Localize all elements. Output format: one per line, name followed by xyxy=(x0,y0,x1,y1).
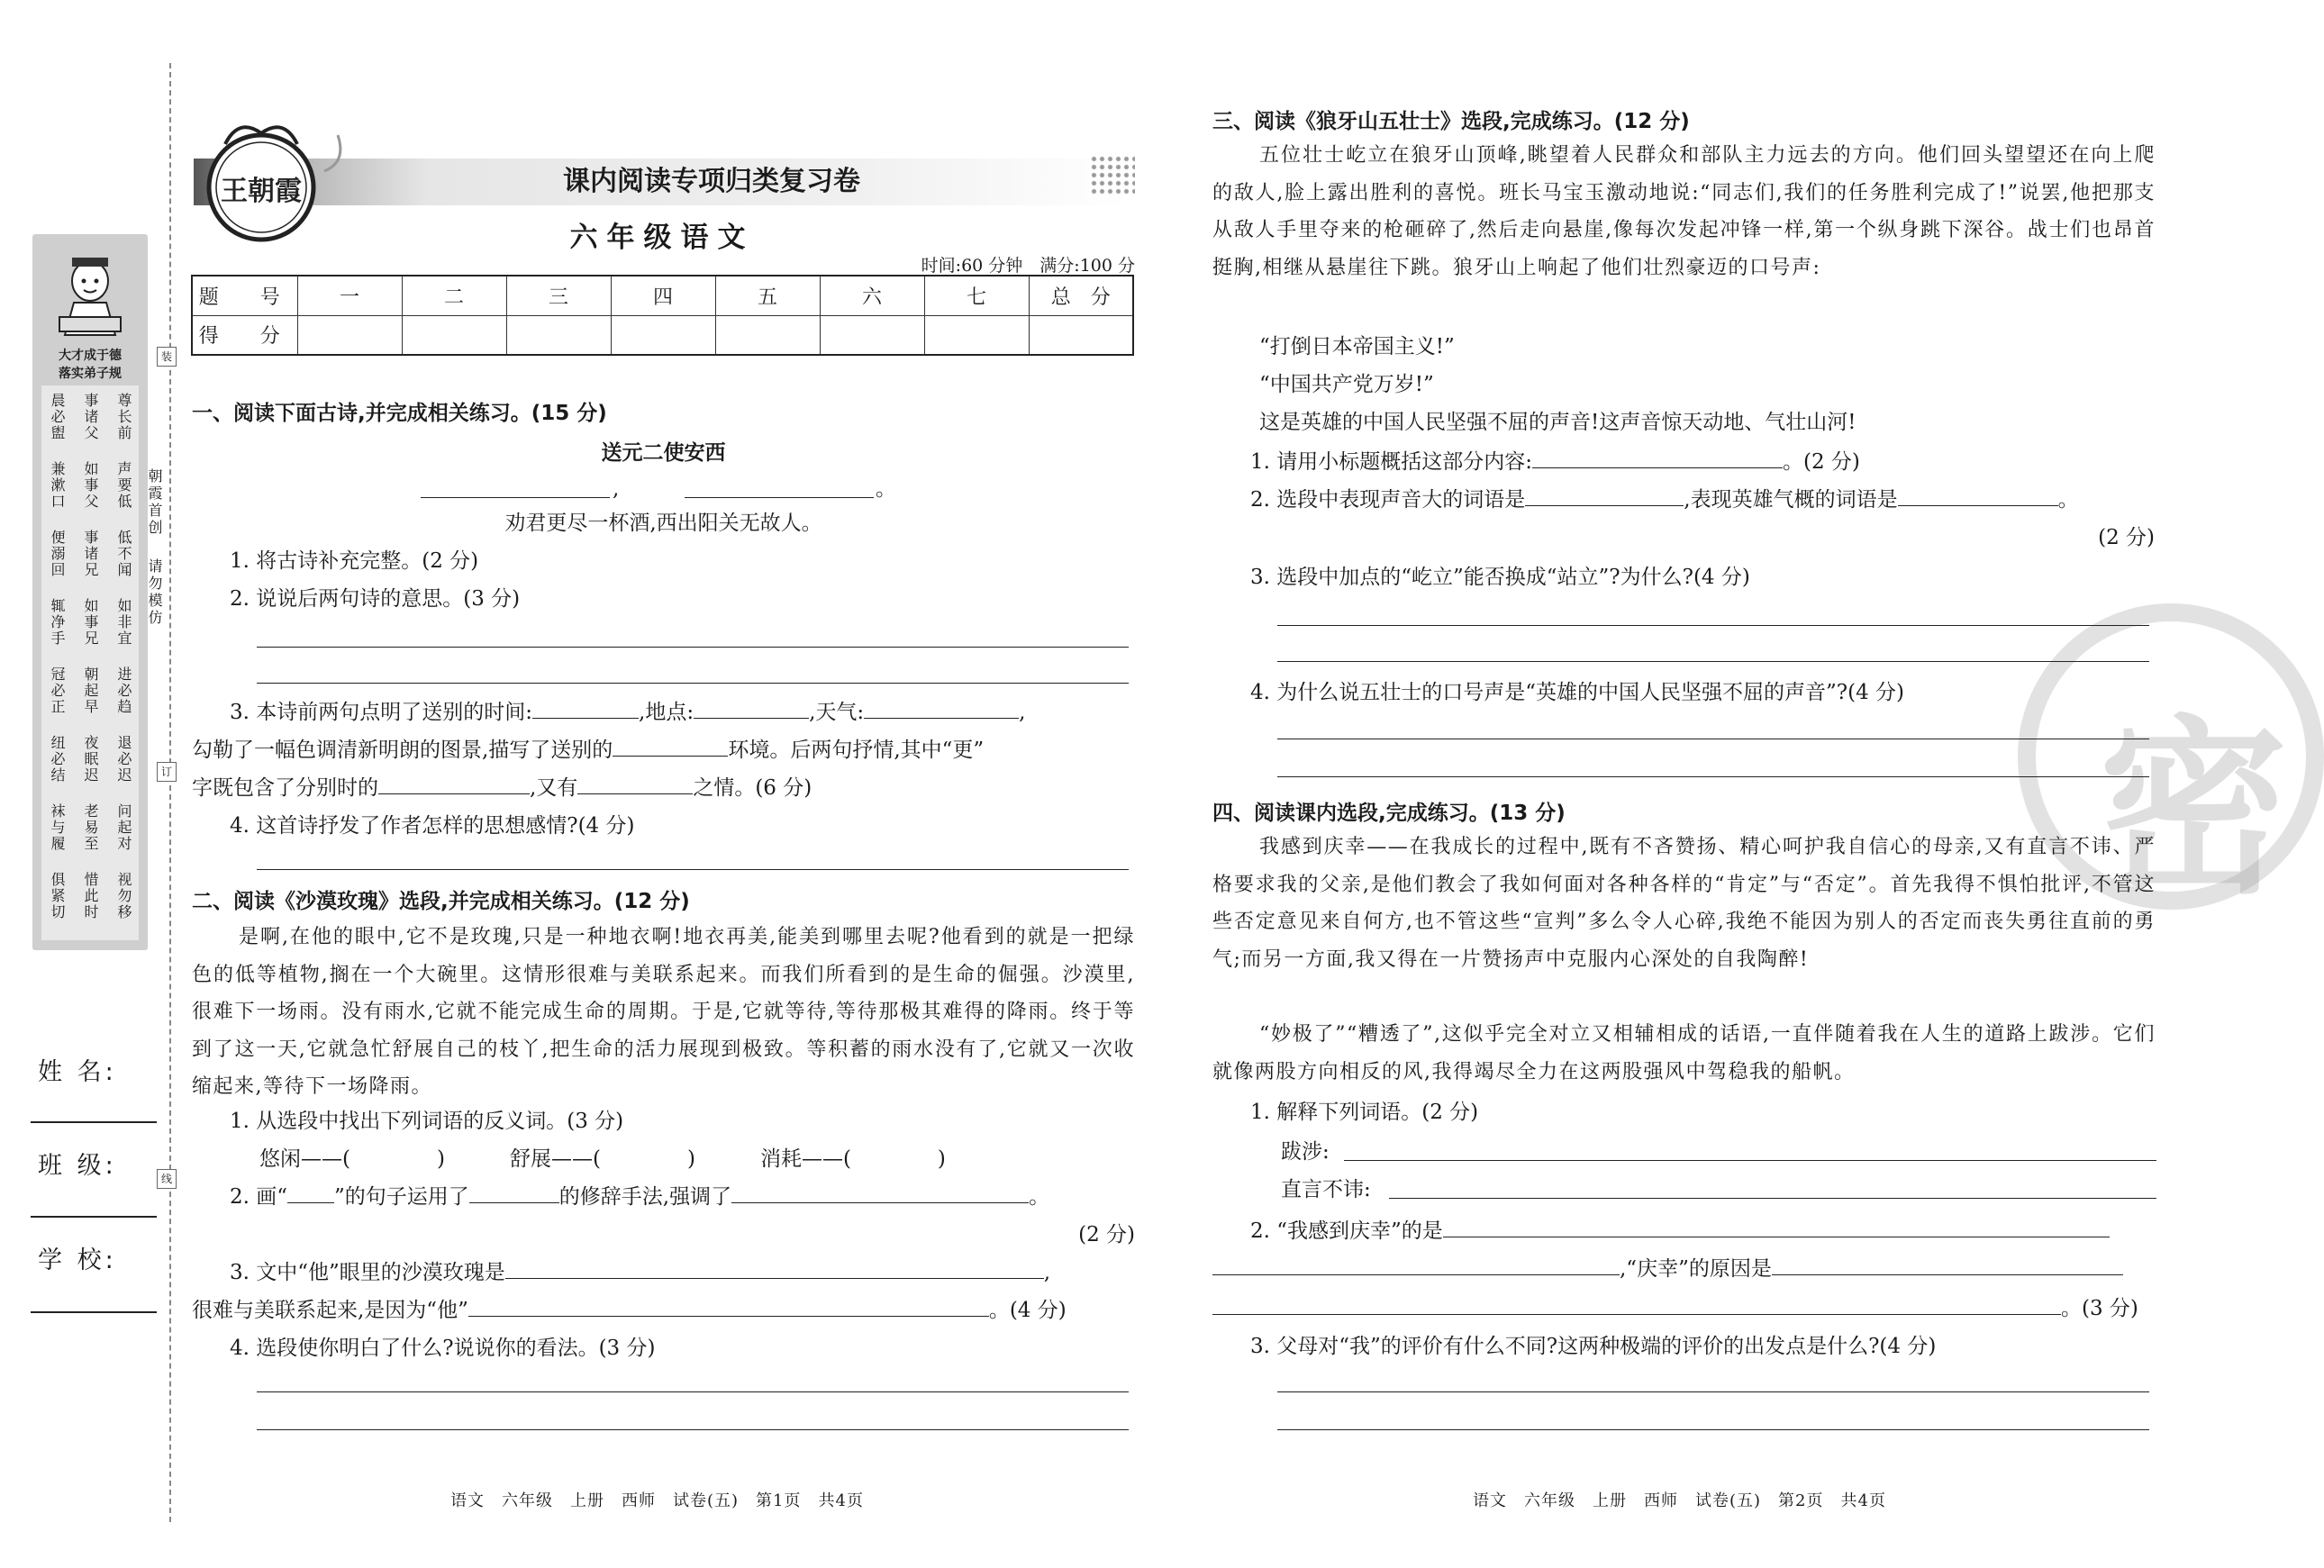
s2-question-3-line-2 xyxy=(192,1292,1138,1329)
score-entry[interactable] xyxy=(506,315,611,355)
rule-text: 冠必正 xyxy=(49,666,66,715)
s4-question-2-line-2 xyxy=(1212,1250,2158,1288)
question-text: 3. 本诗前两句点明了送别的时间: xyxy=(230,701,533,724)
antonym-word: 消耗——( xyxy=(759,1147,851,1171)
rule-text: 惜此时 xyxy=(82,872,99,920)
blank-underline-mark xyxy=(287,1182,334,1203)
school-field-line[interactable] xyxy=(31,1311,157,1313)
blank-fortunate-what-cont[interactable] xyxy=(1212,1254,1620,1275)
motto-line-2: 落实弟子规 xyxy=(59,367,122,381)
blank-fortunate-why-cont[interactable] xyxy=(1212,1293,2061,1315)
rule-text: 兼漱口 xyxy=(49,461,66,510)
rule-text: 视勿移 xyxy=(115,872,132,920)
question-text: 。 xyxy=(2057,488,2079,512)
praise-passage-2: “妙极了”“糟透了”,这似乎完全对立又相辅相成的话语,一直伴随着我在人生的道路上跋涉。它们就像两股方向相反的风,我得竭尽全力在这两股强风中驾稳我的船帆。 xyxy=(1212,1023,2156,1083)
poem-blank-separator: , xyxy=(613,477,620,501)
s1-question-2: 2. 说说后两句诗的意思。(3 分) xyxy=(230,587,521,611)
answer-line[interactable] xyxy=(1277,661,2149,662)
rule-text: 便溺回 xyxy=(49,530,66,578)
question-text: 2. 画“ xyxy=(230,1185,288,1209)
question-text: ,天气: xyxy=(809,701,865,724)
vertical-note-origin: 朝霞首创 xyxy=(146,468,163,537)
blank-desert-rose[interactable] xyxy=(505,1257,1044,1279)
section1-heading: 一、阅读下面古诗,并完成相关练习。(15 分) xyxy=(192,402,607,425)
dizigui-rules xyxy=(41,385,139,940)
s3-question-2-score: (2 分) xyxy=(2098,526,2155,549)
question-text: ”的句子运用了 xyxy=(334,1185,469,1209)
score-cell: 总 分 xyxy=(1029,276,1133,315)
rule-text: 如事兄 xyxy=(82,598,99,647)
question-text: 2. “我感到庆幸”的是 xyxy=(1250,1219,1443,1243)
blank-emphasis[interactable] xyxy=(731,1182,1029,1203)
question-text: 。(3 分) xyxy=(2061,1297,2138,1320)
score-entry[interactable] xyxy=(924,315,1029,355)
score-entry[interactable] xyxy=(715,315,820,355)
s4-question-1: 1. 解释下列词语。(2 分) xyxy=(1250,1101,1479,1124)
score-cell: 三 xyxy=(506,276,611,315)
question-text: 。(2 分) xyxy=(1783,450,1860,474)
s4-question-3: 3. 父母对“我”的评价有什么不同?这两种极端的评价的出发点是什么?(4 分) xyxy=(1250,1335,1937,1358)
question-text: 字既包含了分别时的 xyxy=(192,776,378,800)
stamp-char: 密 xyxy=(2099,699,2289,920)
bracket: ) xyxy=(686,1147,695,1171)
score-table-score-row xyxy=(192,315,1133,355)
question-text: ,“庆幸”的原因是 xyxy=(1620,1257,1772,1281)
word-outspoken-label: 直言不讳: xyxy=(1281,1178,1371,1201)
binding-mark-1: 装 xyxy=(157,347,177,367)
motto-line-1: 大才成于德 xyxy=(59,349,122,363)
antonym-word: 悠闲——( xyxy=(259,1147,350,1171)
poem-line: 劝君更尽一杯酒,西出阳关无故人。 xyxy=(504,512,822,535)
answer-line[interactable] xyxy=(257,647,1129,648)
rule-text: 退必迟 xyxy=(115,735,132,784)
binding-mark-3: 线 xyxy=(157,1169,177,1189)
rule-text: 事诸父 xyxy=(82,393,99,441)
score-table xyxy=(191,275,1134,356)
score-entry[interactable] xyxy=(820,315,924,355)
s1-question-3-line-2 xyxy=(192,731,1138,769)
blank-environment[interactable] xyxy=(613,735,728,757)
exam-subtitle: 六年级语文 xyxy=(569,222,755,254)
praise-passage-1: 我感到庆幸——在我成长的过程中,既有不吝赞扬、精心呵护我自信心的母亲,又有直言不讳、严格要求我的父亲,是他们教会了我如何面对各种各样的“肯定”与“否定”。首先我得不惧怕批评,不管这些否定意见来自何方,也不管这些“宣判”多么令人心碎,我绝不能因为别人的否定而丧失勇往直前的勇气;而另一方面,我又得在一片赞扬声中克服内心深处的自我陶醉! xyxy=(1212,836,2156,971)
answer-line[interactable] xyxy=(1277,776,2149,777)
blank-loud-words[interactable] xyxy=(1525,485,1684,506)
s1-question-4: 4. 这首诗抒发了作者怎样的思想感情?(4 分) xyxy=(230,814,635,838)
desert-rose-passage: 是啊,在他的眼中,它不是玫瑰,只是一种地衣啊!地衣再美,能美到哪里去呢?他看到的就是一把绿色的低等植物,搁在一个大碗里。这情形很难与美联系起来。而我们所看到的是生命的倔强。沙漠里,很难下一场雨。没有雨水,它就不能完成生命的周期。于是,它就等待,等待那极其难得的降雨。终于等到了这一天,它就急忙舒展自己的枝丫,把生命的活力展现到极致。等积蓄的雨水没有了,它就又一次收缩起来,等待下一场降雨。 xyxy=(192,926,1135,1098)
rule-text: 俱紧切 xyxy=(49,872,66,920)
poem-title: 送元二使安西 xyxy=(601,441,726,465)
s3-question-4: 4. 为什么说五壮士的口号声是“英雄的中国人民坚强不屈的声音”?(4 分) xyxy=(1250,681,1904,704)
s2-question-3-line-1 xyxy=(230,1254,1139,1292)
s1-question-3-line-1 xyxy=(230,693,1139,731)
banner-dot-pattern xyxy=(1090,155,1135,196)
answer-line[interactable] xyxy=(257,683,1129,684)
score-cell: 题 号 xyxy=(192,276,297,315)
question-text: , xyxy=(1019,701,1026,724)
antonym-word: 舒展——( xyxy=(509,1147,601,1171)
question-text: 。 xyxy=(1029,1185,1050,1209)
s3-question-3: 3. 选段中加点的“屹立”能否换成“站立”?为什么?(4 分) xyxy=(1250,566,1750,589)
score-cell: 六 xyxy=(820,276,924,315)
question-text: 的修辞手法,强调了 xyxy=(558,1185,732,1209)
score-table-header-row xyxy=(192,276,1133,315)
s3-question-1 xyxy=(1250,443,1860,481)
question-text: 很难与美联系起来,是因为“他” xyxy=(192,1299,468,1322)
poem-blank-2[interactable] xyxy=(685,497,874,498)
score-entry[interactable] xyxy=(297,315,402,355)
word-trek-label: 跋涉: xyxy=(1281,1140,1330,1164)
blank-weather[interactable] xyxy=(864,697,1019,719)
closing-sentence: 这是英雄的中国人民坚强不屈的声音!这声音惊天动地、气壮山河! xyxy=(1259,411,1856,434)
score-entry[interactable] xyxy=(402,315,506,355)
question-text: 1. 请用小标题概括这部分内容: xyxy=(1250,450,1533,474)
blank-fortunate-why[interactable] xyxy=(1772,1254,2123,1275)
bracket: ) xyxy=(436,1147,445,1171)
brand-logo-text: 王朝霞 xyxy=(221,176,302,207)
score-cell: 七 xyxy=(924,276,1029,315)
rule-text: 如事父 xyxy=(82,461,99,510)
rule-text: 低不闻 xyxy=(115,530,132,578)
score-cell: 四 xyxy=(611,276,715,315)
question-text: , xyxy=(1043,1261,1051,1284)
answer-line[interactable] xyxy=(1277,1429,2149,1430)
exam-title: 课内阅读专项归类复习卷 xyxy=(563,166,860,197)
slogan-2: “中国共产党万岁!” xyxy=(1259,373,1434,396)
rule-text: 朝起早 xyxy=(82,666,99,715)
rule-text: 尊长前 xyxy=(115,393,132,441)
school-label: 学 校: xyxy=(38,1246,117,1274)
poem-blank-end: 。 xyxy=(876,477,896,501)
answer-line[interactable] xyxy=(257,1391,1129,1392)
section4-heading: 四、阅读课内选段,完成练习。(13 分) xyxy=(1212,802,1566,825)
rule-text: 进必趋 xyxy=(115,666,132,715)
class-label: 班 级: xyxy=(38,1152,117,1180)
s1-question-1: 1. 将古诗补充完整。(2 分) xyxy=(230,549,479,573)
blank-place[interactable] xyxy=(694,697,809,719)
wolf-tooth-passage: 五位壮士屹立在狼牙山顶峰,眺望着人民群众和部队主力远去的方向。他们回头望望还在向上爬的敌人,脸上露出胜利的喜悦。班长马宝玉激动地说:“同志们,我们的任务胜利完成了!”说罢,他把那支从敌人手里夺来的枪砸碎了,然后走向悬崖,像每次发起冲锋一样,第一个纵身跳下深谷。战士们也昂首挺胸,相继从悬崖往下跳。狼牙山上响起了他们壮烈豪迈的口号声: xyxy=(1212,144,2156,279)
page-footer-left: 语文 六年级 上册 西师 试卷(五) 第1页 共4页 xyxy=(450,1491,864,1510)
rule-text: 声要低 xyxy=(115,461,132,510)
score-cell: 五 xyxy=(715,276,820,315)
answer-line[interactable] xyxy=(1389,1198,2156,1199)
answer-line[interactable] xyxy=(1277,625,2149,626)
score-cell: 得 分 xyxy=(192,315,297,355)
score-cell: 二 xyxy=(402,276,506,315)
question-text: 。(4 分) xyxy=(988,1299,1067,1322)
answer-line[interactable] xyxy=(1344,1160,2156,1161)
rule-text: 纽必结 xyxy=(49,735,66,784)
question-text: ,表现英雄气概的词语是 xyxy=(1684,488,1898,512)
rule-text: 如非宜 xyxy=(115,598,132,647)
vertical-note-no-copy: 请勿模仿 xyxy=(146,558,163,627)
name-label: 姓 名: xyxy=(38,1058,117,1086)
rule-text: 辄净手 xyxy=(49,598,66,647)
s4-question-2-line-3 xyxy=(1212,1290,2158,1328)
question-text: 2. 选段中表现声音大的词语是 xyxy=(1250,488,1526,512)
page-footer-right: 语文 六年级 上册 西师 试卷(五) 第2页 共4页 xyxy=(1473,1491,1886,1510)
binding-mark-2: 订 xyxy=(157,762,177,782)
rule-text: 事诸兄 xyxy=(82,530,99,578)
rule-text: 老易至 xyxy=(82,803,99,852)
bracket: ) xyxy=(937,1147,946,1171)
blank-fortunate-what[interactable] xyxy=(1443,1216,2110,1237)
question-text: ,又有 xyxy=(530,776,578,800)
question-text: 勾勒了一幅色调清新明朗的图景,描写了送别的 xyxy=(192,739,613,762)
name-field-line[interactable] xyxy=(31,1121,157,1123)
answer-line[interactable] xyxy=(257,869,1129,870)
sidebar-panel xyxy=(32,234,148,950)
score-entry[interactable] xyxy=(611,315,715,355)
blank-rhetoric[interactable] xyxy=(469,1182,559,1203)
blank-time[interactable] xyxy=(532,697,639,719)
rule-text: 袜与履 xyxy=(49,803,66,852)
slogan-1: “打倒日本帝国主义!” xyxy=(1259,335,1455,358)
blank-subtitle[interactable] xyxy=(1532,447,1783,468)
blank-feeling-1[interactable] xyxy=(378,773,530,794)
answer-line[interactable] xyxy=(257,1429,1129,1430)
question-text: 之情。(6 分) xyxy=(693,776,812,800)
s3-question-2 xyxy=(1250,481,2160,519)
poem-blank-1[interactable] xyxy=(421,497,610,498)
section2-heading: 二、阅读《沙漠玫瑰》选段,并完成相关练习。(12 分) xyxy=(192,890,690,913)
question-text: 环境。后两句抒情,其中“更” xyxy=(728,739,985,762)
question-text: ,地点: xyxy=(639,701,694,724)
blank-reason[interactable] xyxy=(468,1295,989,1317)
class-field-line[interactable] xyxy=(31,1216,157,1218)
s2-question-4: 4. 选段使你明白了什么?说说你的看法。(3 分) xyxy=(230,1337,656,1360)
score-cell: 一 xyxy=(297,276,402,315)
score-entry[interactable] xyxy=(1029,315,1133,355)
s4-question-2-line-1 xyxy=(1250,1212,2160,1250)
s1-question-3-line-3 xyxy=(192,769,1138,807)
blank-heroic-words[interactable] xyxy=(1898,485,2058,506)
s2-question-2-score: (2 分) xyxy=(1078,1223,1135,1246)
blank-feeling-2[interactable] xyxy=(577,773,693,794)
s2-question-1: 1. 从选段中找出下列词语的反义词。(3 分) xyxy=(230,1110,624,1133)
s2-question-2 xyxy=(230,1178,1139,1216)
scholar-child-illustration xyxy=(41,245,139,342)
section3-heading: 三、阅读《狼牙山五壮士》选段,完成练习。(12 分) xyxy=(1212,110,1690,133)
antonym-row xyxy=(259,1140,1070,1178)
rule-text: 晨必盥 xyxy=(49,393,66,441)
rule-text: 夜眠迟 xyxy=(82,735,99,784)
question-text: 3. 文中“他”眼里的沙漠玫瑰是 xyxy=(230,1261,505,1284)
rule-text: 问起对 xyxy=(115,803,132,852)
time-score-info: 时间:60 分钟 满分:100 分 xyxy=(921,256,1135,276)
answer-line[interactable] xyxy=(1277,1391,2149,1392)
binding-dashed-line xyxy=(169,63,171,1522)
